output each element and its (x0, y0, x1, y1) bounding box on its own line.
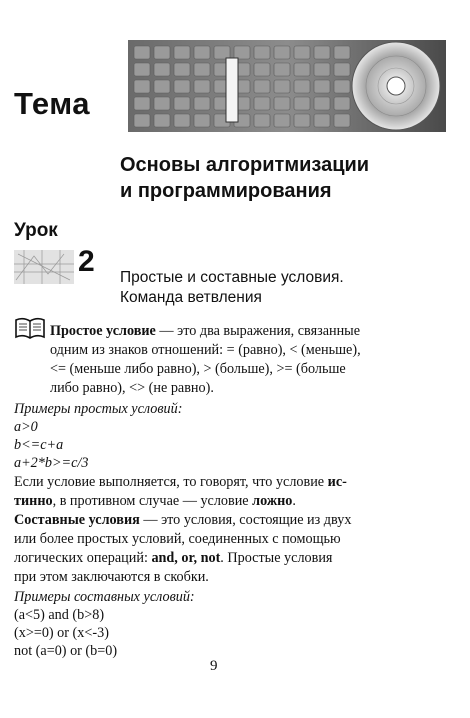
truth-line-2 (14, 492, 296, 511)
truth-text: Если условие выполняется, то говорят, что условие (14, 474, 328, 490)
keyboard-key-shape (334, 63, 350, 76)
lesson-number: 2 (78, 245, 95, 278)
keyboard-key-shape (134, 46, 150, 59)
keyboard-key-shape (274, 97, 290, 110)
term-simple-condition: Простое условие (50, 323, 156, 339)
keyboard-key-shape (174, 63, 190, 76)
keyboard-key-shape (154, 80, 170, 93)
keyboard-key-shape (334, 97, 350, 110)
compound-line-4: при этом заключаются в скобки. (14, 569, 209, 585)
keyboard-key-shape (254, 97, 270, 110)
topic-title-line2: и программирования (120, 180, 332, 202)
truth-end: . (292, 493, 296, 509)
keyboard-key-shape (274, 63, 290, 76)
compound-text: — это условия, состоящие из двух (139, 512, 352, 528)
simple-example: a>0 (14, 419, 38, 435)
page-number: 9 (210, 658, 218, 674)
keyboard-key-shape (234, 46, 250, 59)
topic-title-line1: Основы алгоритмизации (120, 154, 370, 176)
keyboard-key-shape (314, 80, 330, 93)
chapter-banner-image (128, 40, 446, 132)
compound-example: (a<5) and (b>8) (14, 607, 105, 623)
keyboard-key-shape (314, 114, 330, 127)
compound-example: (x>=0) or (x<-3) (14, 625, 109, 641)
term-false: ложно (252, 493, 293, 509)
compound-line-1 (14, 511, 351, 530)
keyboard-key-shape (274, 46, 290, 59)
keyboard-key-shape (254, 80, 270, 93)
keyboard-key-shape (294, 46, 310, 59)
definition-line-3: <= (меньше либо равно), > (больше), >= (больше (50, 361, 346, 377)
definition-line-1 (50, 322, 360, 341)
keyboard-key-shape (194, 97, 210, 110)
compound-text: . Простые условия (220, 550, 333, 566)
simple-example: b<=c+a (14, 437, 64, 453)
keyboard-key-shape (154, 114, 170, 127)
simple-examples-title: Примеры простых условий: (14, 401, 183, 417)
definition-line-2: одним из знаков отношений: = (равно), < (меньше), (50, 342, 361, 358)
keyboard-key-shape (194, 63, 210, 76)
lesson-title-line1: Простые и составные условия. (120, 269, 344, 286)
book-icon (14, 316, 46, 340)
lesson-title (120, 268, 450, 308)
keyboard-key-shape (334, 80, 350, 93)
keyboard-key-shape (314, 97, 330, 110)
keyboard-key-shape (194, 114, 210, 127)
keyboard-key-shape (214, 46, 230, 59)
topic-title (120, 152, 450, 204)
keyboard-key-shape (314, 46, 330, 59)
keyboard-key-shape (274, 80, 290, 93)
compound-examples-title: Примеры составных условий: (14, 589, 195, 605)
keyboard-key-shape (294, 63, 310, 76)
keyboard-key-shape (254, 46, 270, 59)
compound-text: логических операций: (14, 550, 152, 566)
keyboard-key-shape (294, 114, 310, 127)
keyboard-key-shape (154, 63, 170, 76)
keyboard-key-shape (294, 80, 310, 93)
lesson-badge-image (14, 250, 74, 284)
keyboard-key-shape (134, 63, 150, 76)
keyboard-key-shape (174, 97, 190, 110)
keyboard-key-shape (174, 114, 190, 127)
truth-text: , в противном случае — условие (52, 493, 253, 509)
keyboard-key-shape (334, 114, 350, 127)
keyboard-key-shape (154, 97, 170, 110)
keyboard-key-shape (314, 63, 330, 76)
keyboard-key-shape (254, 63, 270, 76)
section-label-tema: Тема (14, 86, 90, 121)
lesson-label: Урок (14, 220, 58, 241)
keyboard-key-shape (174, 46, 190, 59)
definition-line-4: либо равно), <> (не равно). (50, 380, 214, 396)
term-true-cont: тинно (14, 493, 53, 509)
term-true: ис- (327, 474, 347, 490)
keyboard-key-shape (274, 114, 290, 127)
keyboard-key-shape (134, 97, 150, 110)
keyboard-key-shape (174, 80, 190, 93)
logical-operators: and, or, not (151, 550, 221, 566)
compound-line-3 (14, 549, 332, 568)
keyboard-key-shape (334, 46, 350, 59)
compound-line-2: или более простых условий, соединенных с помощью (14, 531, 341, 547)
keyboard-key-shape (134, 80, 150, 93)
lesson-title-line2: Команда ветвления (120, 289, 262, 306)
keyboard-key-shape (134, 114, 150, 127)
keyboard-key-shape (294, 97, 310, 110)
truth-line-1 (14, 473, 347, 492)
simple-example: a+2*b>=c/3 (14, 455, 89, 471)
keyboard-key-shape (194, 80, 210, 93)
keyboard-key-shape (254, 114, 270, 127)
compound-example: not (a=0) or (b=0) (14, 643, 118, 659)
keyboard-key-shape (154, 46, 170, 59)
term-compound-conditions: Составные условия (14, 512, 140, 528)
definition-text: — это два выражения, связанные (155, 323, 361, 339)
keyboard-key-shape (194, 46, 210, 59)
